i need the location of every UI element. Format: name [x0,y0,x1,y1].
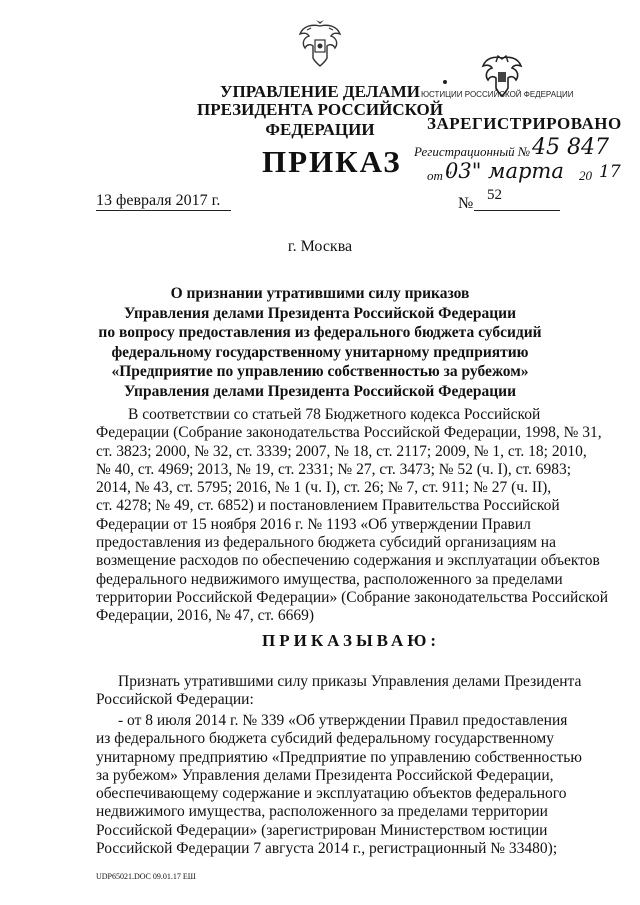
heading-line: О признании утратившими силу приказов [170,285,470,302]
order-number-label: № [458,195,474,212]
heading-line: федеральному государственному унитарному предприятию [111,343,529,361]
stamp-reg-number-line [414,135,609,160]
order-heading [70,284,570,401]
paragraph-line: Федерации, 2016, № 47, ст. 6669) [96,607,315,625]
paragraph-line: за рубежом» Управления делами Президента Российской Федерации, [96,766,554,784]
paragraph-line: предоставления из федерального бюджета субсидий организациям на [96,534,556,552]
file-footer: UDP65021.DOC 09.01.17 EШ [96,872,196,881]
paragraph-line: 2014, № 43, ст. 5795; 2016, № 1 (ч. I), ст. 26; № 7, ст. 911; № 27 (ч. II), [96,479,552,497]
preamble-paragraph [96,406,608,626]
city: г. Москва [287,238,353,255]
stamp-date-handwritten: 03" марта [445,159,564,183]
document-type-title: ПРИКАЗ [262,144,402,179]
paragraph-line: Признать утратившими силу приказы Управления делами Президента [118,673,582,690]
paragraph-line: Российской Федерации 7 августа 2014 г., регистрационный № 33480); [96,840,558,858]
org-name-line1: УПРАВЛЕНИЕ ДЕЛАМИ [220,82,420,101]
paragraph-line: недвижимого имущества, расположенного за пределами территории [96,803,548,821]
paragraph-line: территории Российской Федерации» (Собрание законодательства Российской [96,588,609,606]
stamp-date-prefix: от " [427,168,452,183]
stamp-reg-label: Регистрационный № [414,144,531,159]
paragraph-line: обеспечивающему содержание и эксплуатацию объектов федерального [96,785,567,803]
stamp-registered-label: ЗАРЕГИСТРИРОВАНО [427,114,622,133]
heading-line: по вопросу предоставления из федерального бюджета субсидий [98,324,542,341]
stamp-year-print: 20 [579,168,592,183]
paragraph-line: Федерации (Собрание законодательства Российской Федерации, 1998, № 31, [96,424,602,442]
stamp-reg-number-handwritten: 45 847 [532,135,609,160]
stamp-date-line [427,159,621,184]
paragraph-line: Федерации от 15 ноября 2016 г. № 1193 «Об утверждении Правил [96,515,531,533]
paragraph-line: В соответствии со статьей 78 Бюджетного кодекса Российской [128,406,541,423]
order-item-1 [96,712,608,858]
paragraph-line: унитарному предприятию «Предприятие по управлению собственностью [96,748,582,766]
number-underline [474,210,560,211]
paragraph-line: Российской Федерации» (зарегистрирован Министерством юстиции [96,821,548,839]
paragraph-line: ст. 4278; № 49, ст. 6852) и постановлением Правительства Российской [96,497,560,515]
heading-line: «Предприятие по управлению собственностью за рубежом» [111,363,529,380]
paragraph-line: - от 8 июля 2014 г. № 339 «Об утверждении Правил предоставления [118,712,568,729]
stamp-year-handwritten: 17 [599,162,621,182]
paragraph-line: № 40, ст. 4969; 2013, № 19, ст. 2331; № 27, ст. 3473; № 52 (ч. I), ст. 6983; [96,460,572,478]
state-emblem-icon [297,18,343,68]
order-directive: ПРИКАЗЫВАЮ: [262,631,441,650]
org-name-line2: ПРЕЗИДЕНТА РОССИЙСКОЙ ФЕДЕРАЦИИ [197,100,443,139]
paragraph-line: федерального недвижимого имущества, расположенного за пределами [96,570,563,588]
date-underline [96,210,231,211]
paragraph-line: Российской Федерации: [96,691,254,709]
paragraph-line: возмещение расходов по обеспечению содержания и эксплуатации объектов [96,552,600,570]
heading-line: Управления делами Президента Российской Федерации [123,304,517,322]
order-number: 52 [487,187,502,203]
paragraph-line: ст. 3823; 2000, № 32, ст. 3339; 2007, № 18, ст. 2117; 2009, № 1, ст. 18; 2010, [96,442,587,460]
order-intro-paragraph [96,673,608,710]
stamp-ministry-text: ЮСТИЦИИ РОССИЙСКОЙ ФЕДЕРАЦИИ [421,90,574,99]
paragraph-line: из федерального бюджета субсидий федеральному государственному [96,730,554,748]
order-date: 13 февраля 2017 г. [96,192,221,209]
heading-line: Управления делами Президента Российской Федерации [123,382,517,400]
